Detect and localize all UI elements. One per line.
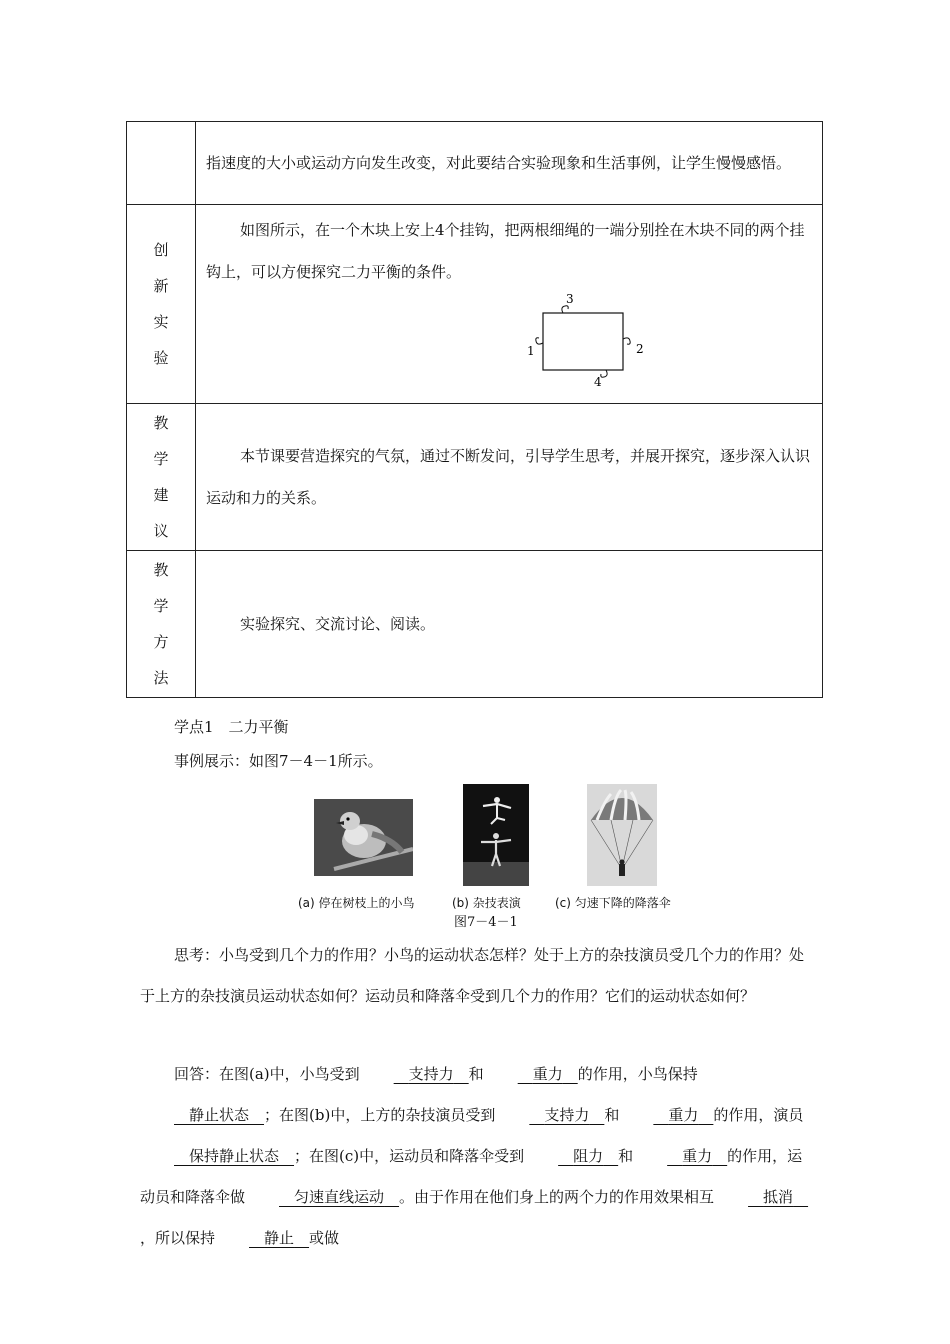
answer-blank: 阻力: [573, 1147, 604, 1165]
answer-blank: 重力: [532, 1065, 563, 1083]
row-text: 指速度的大小或运动方向发生改变，对此要结合实验现象和生活事例，让学生慢慢感悟。: [196, 122, 823, 205]
answer-blank: 静止状态: [189, 1106, 250, 1124]
table-row: [127, 404, 823, 551]
row-content: [196, 205, 823, 404]
hook-1: [536, 338, 543, 344]
row-text: 如图所示，在一个木块上安上4个挂钩，把两根细绳的一端分别拴在木块不同的两个挂钩上，可以方便探究二力平衡的条件。: [206, 221, 805, 281]
figure-title: 图7－4－1: [454, 915, 518, 930]
acrobat-photo: [463, 784, 529, 886]
answer-blank: 匀速直线运动: [294, 1188, 385, 1206]
think-paragraph: 思考：小鸟受到几个力的作用？小鸟的运动状态怎样？处于上方的杂技演员受几个力的作用？处于上方的杂技演员运动状态如何？运动员和降落伞受到几个力的作用？它们的运动状态如何？: [140, 946, 805, 1005]
table-row: [127, 122, 823, 205]
row-text: 本节课要营造探究的气氛，通过不断发问，引导学生思考，并展开探究，逐步深入认识运动和力的关系。: [196, 404, 823, 551]
row-heading: 教 学 建 议: [127, 404, 196, 551]
row-heading-empty: [127, 122, 196, 205]
row-heading: 创 新 实 验: [127, 205, 196, 404]
answer-blank: 支持力: [408, 1065, 454, 1083]
hook-label-4: 4: [594, 375, 602, 389]
table-row: [127, 551, 823, 698]
caption-b: (b) 杂技表演: [452, 896, 521, 910]
answer-blank: 抵消: [763, 1188, 794, 1206]
answer-paragraph: 回答：在图(a)中，小鸟受到 支持力 和 重力 的作用，小鸟保持 静止状态 ；在图(b)中，上方的杂技演员受到 支持力 和 重力 的作用，演员 保持静止状态 ；在图(c)中，运动员和降落伞受到 阻力 和 重力 的作用，运动员和降落伞做 匀速直线运动 。由于作用在他们身上的两个力的作用效果相互 抵消 ，所以保持 静止 或做: [140, 1054, 812, 1259]
bird-photo: [314, 799, 413, 876]
parachute-photo: [587, 784, 657, 886]
answer-blank: 保持静止状态: [189, 1147, 280, 1165]
lesson-table: [126, 121, 823, 698]
wood-block-diagram: [196, 293, 893, 403]
row-text: 实验探究、交流讨论、阅读。: [196, 551, 823, 698]
hook-label-3: 3: [566, 293, 574, 306]
hook-label-2: 2: [636, 342, 644, 356]
hook-label-1: 1: [527, 344, 535, 358]
table-row: [127, 205, 823, 404]
example-line: 事例展示：如图7－4－1所示。: [174, 752, 383, 770]
answer-blank: 支持力: [544, 1106, 590, 1124]
caption-a: (a) 停在树枝上的小鸟: [298, 896, 415, 910]
wood-block-figure: [196, 293, 893, 403]
section-title: 学点1 二力平衡: [174, 718, 289, 736]
caption-c: (c) 匀速下降的降落伞: [555, 896, 671, 910]
hook-2: [623, 338, 630, 344]
row-heading: 教 学 方 法: [127, 551, 196, 698]
wood-block: [543, 313, 623, 370]
answer-blank: 重力: [668, 1106, 699, 1124]
answer-blank: 静止: [264, 1229, 295, 1247]
hook-4: [601, 370, 607, 377]
answer-blank: 重力: [682, 1147, 713, 1165]
hook-3: [562, 306, 568, 313]
